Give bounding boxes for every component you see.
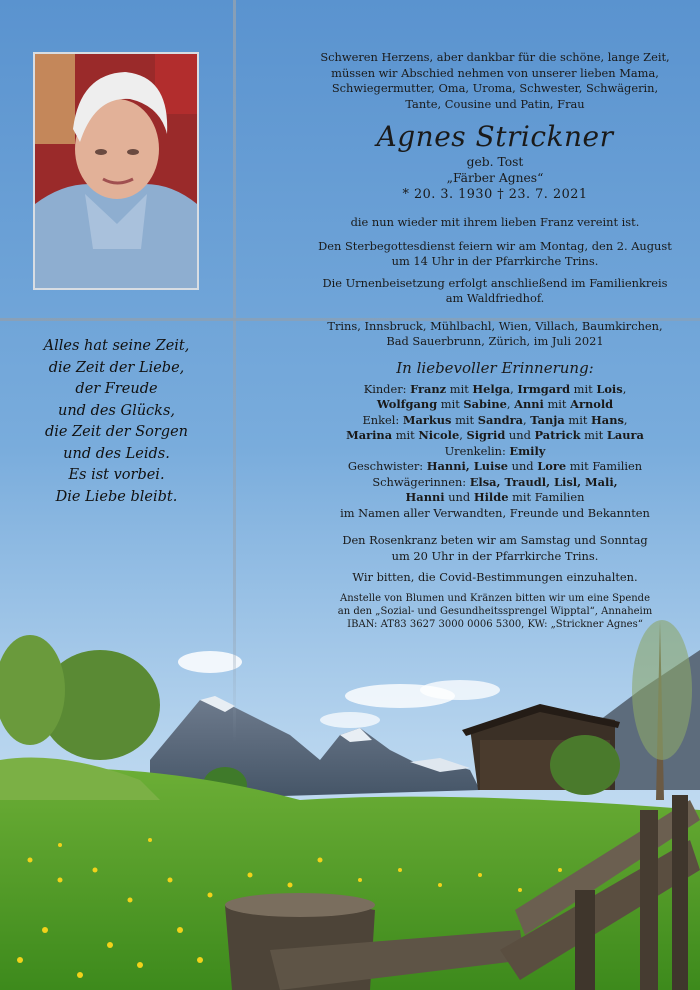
family-schwaegerinnen-1: Schwägerinnen: Elsa, Traudl, Lisl, Mali,: [372, 474, 618, 489]
poem-line: der Freude: [75, 381, 158, 397]
places-line: Bad Sauerbrunn, Zürich, im Juli 2021: [386, 334, 604, 348]
urn-line: am Waldfriedhof.: [445, 291, 545, 305]
family-kinder-2: Wolfgang mit Sabine, Anni mit Arnold: [376, 397, 614, 411]
deceased-name: Agnes Strickner: [376, 120, 614, 153]
donation-line: IBAN: AT83 3627 3000 0006 5300, KW: „Strickner Agnes“: [347, 618, 643, 630]
donation-line: Anstelle von Blumen und Kränzen bitten wir um eine Spende: [339, 592, 650, 604]
poem-line: die Zeit der Sorgen: [44, 424, 189, 440]
poem-line: Es ist vorbei.: [68, 467, 165, 483]
family-enkel-2: Marina mit Nicole, Sigrid und Patrick mit Laura: [346, 428, 644, 442]
intro-line: Schweren Herzens, aber dankbar für die schöne, lange Zeit,: [320, 50, 670, 64]
rosary-line: um 20 Uhr in der Pfarrkirche Trins.: [391, 548, 599, 563]
reunited-text: die nun wieder mit ihrem lieben Franz vereint ist.: [350, 215, 640, 229]
donation-line: an den „Sozial- und Gesundheitssprengel Wipptal“, Annaheim: [337, 605, 653, 617]
born-name: geb. Tost: [466, 155, 524, 169]
places-line: Trins, Innsbruck, Mühlbachl, Wien, Villach, Baumkirchen,: [327, 318, 663, 333]
family-geschwister: Geschwister: Hanni, Luise und Lore mit Familien: [347, 459, 643, 473]
service-line: um 14 Uhr in der Pfarrkirche Trins.: [391, 254, 599, 268]
obituary-text: [295, 50, 695, 631]
rosary-line: Den Rosenkranz beten wir am Samstag und Sonntag: [342, 533, 648, 547]
family-kinder-1: Kinder: Franz mit Helga, Irmgard mit Lois,: [363, 381, 627, 396]
poem-line: Die Liebe bleibt.: [55, 488, 178, 505]
urn-line: Die Urnenbeisetzung erfolgt anschließend im Familienkreis: [322, 275, 668, 290]
family-enkel-1: Enkel: Markus mit Sandra, Tanja mit Hans,: [362, 412, 628, 427]
intro-line: müssen wir Abschied nehmen von unserer lieben Mama,: [331, 65, 659, 80]
vertical-divider: [233, 0, 236, 990]
portrait-illustration: [35, 54, 197, 288]
intro-line: Tante, Cousine und Patin, Frau: [405, 96, 585, 111]
poem-line: die Zeit der Liebe,: [48, 359, 185, 376]
poem-line: Alles hat seine Zeit,: [43, 338, 190, 354]
memory-title: In liebevoller Erinnerung:: [396, 358, 594, 377]
intro-paragraph: [295, 50, 695, 112]
nickname: „Färber Agnes“: [446, 171, 544, 185]
service-line: Den Sterbegottesdienst feiern wir am Montag, den 2. August: [318, 238, 672, 253]
covid-note: Wir bitten, die Covid-Bestimmungen einzuhalten.: [352, 570, 638, 584]
family-schwaegerinnen-2: Hanni und Hilde mit Familien: [405, 490, 585, 504]
portrait-photo: [33, 52, 199, 290]
poem-line: und des Glücks,: [58, 402, 175, 419]
family-urenkel: Urenkelin: Emily: [444, 443, 546, 458]
poem-line: und des Leids.: [63, 445, 170, 462]
life-dates: * 20. 3. 1930 † 23. 7. 2021: [402, 187, 588, 202]
family-relatives: im Namen aller Verwandten, Freunde und Bekannten: [340, 505, 650, 520]
intro-line: Schwiegermutter, Oma, Uroma, Schwester, Schwägerin,: [331, 81, 659, 95]
poem: [0, 336, 233, 508]
